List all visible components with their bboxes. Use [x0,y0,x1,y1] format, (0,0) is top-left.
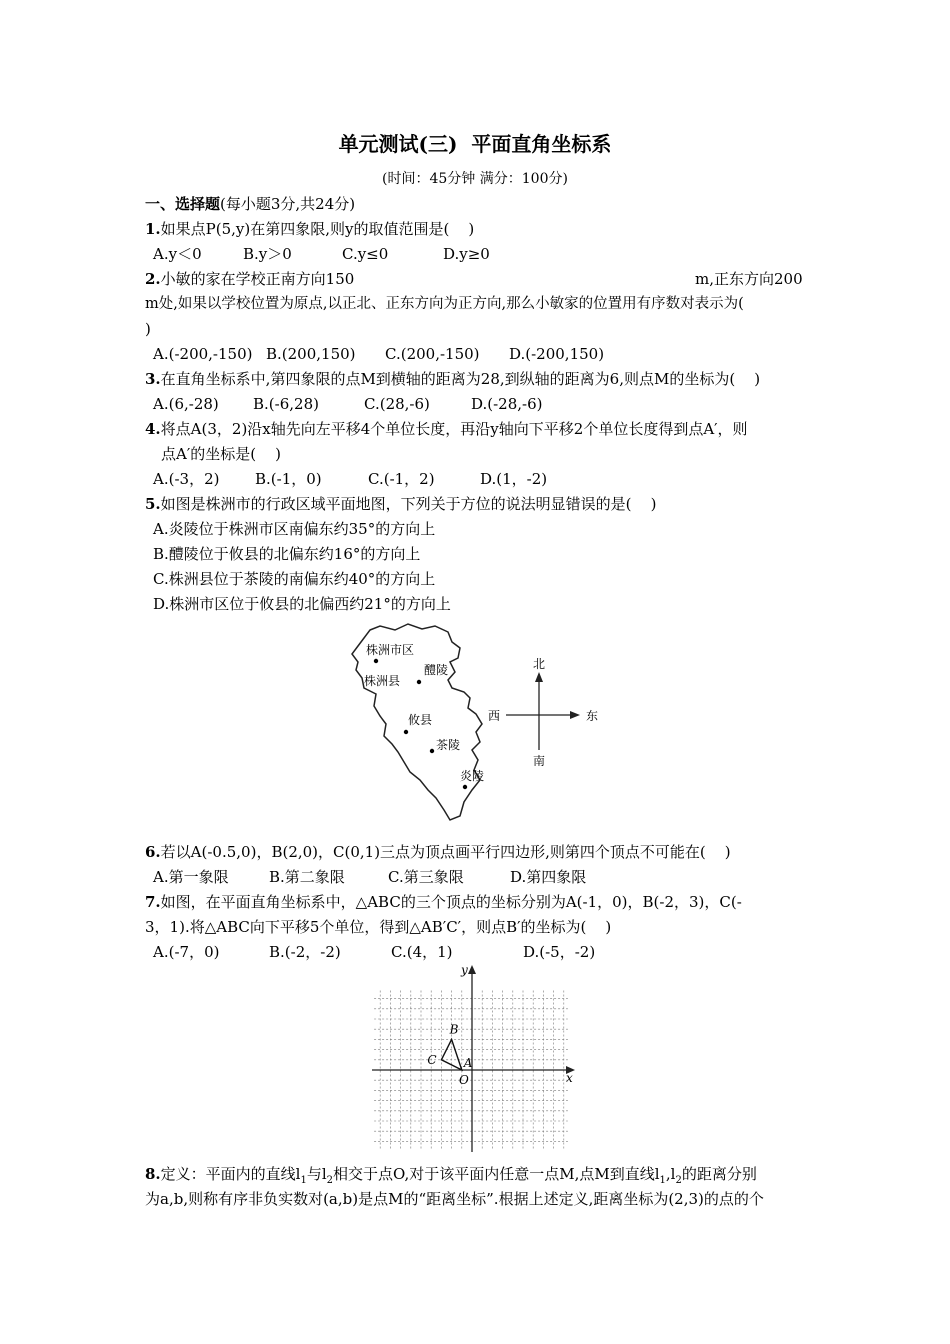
option-a: A.炎陵位于株洲市区南偏东约35°的方向上 [153,520,436,538]
question-text: 与l [306,1165,327,1183]
option-b: B.(-6,28) [253,395,319,413]
label-liling: 醴陵 [424,663,449,677]
option-d: D.y≥0 [443,245,490,263]
subscript: 1 [659,1175,666,1186]
question-number: 1. [145,220,161,238]
option-a: A.(-7，0) [153,943,220,961]
option-b: B.第二象限 [269,868,345,886]
option-d: D.(-200,150) [509,345,605,363]
label-zhuzhou-county: 株洲县 [364,674,401,688]
page-subtitle: (时间：45分钟 满分：100分) [382,171,568,187]
question-text: 若以A(-0.5,0)，B(2,0)，C(0,1)三点为顶点画平行四边形,则第四个顶点不可能在( ) [160,843,731,861]
question-text-line: 点A′的坐标是( ) [161,445,282,463]
section-heading [145,194,355,214]
option-d: D.(1，-2) [480,470,548,488]
option-a: A.(6,-28) [153,395,219,413]
label-chaling: 茶陵 [436,738,461,752]
question-number: 5. [145,495,161,513]
question-text: 相交于点O,对于该平面内任意一点M,点M到直线l [333,1165,660,1183]
option-b: B.(200,150) [266,345,356,363]
question-text-line: 为a,b,则称有序非负实数对(a,b)是点M的“距离坐标”.根据上述定义,距离坐标为(2,3)的点的个 [145,1190,764,1208]
label-youxian: 攸县 [408,713,433,727]
option-c: C.(4，1) [391,943,453,961]
subscript: 2 [326,1175,334,1186]
question-text: 如图，在平面直角坐标系中，△ABC的三个顶点的坐标分别为A(-1，0)，B(-2，3)，C(- [160,893,742,911]
question-number: 4. [145,420,161,438]
question-3 [145,369,760,389]
east-arrow-icon [570,711,580,719]
question-6 [145,842,731,862]
origin-label: O [459,1073,469,1087]
question-5 [145,494,656,514]
dot-zhuzhou-city [374,659,378,663]
question-text: 的距离分别 [681,1165,757,1183]
zhuzhou-map-figure [340,620,620,830]
option-d: D.(-28,-6) [471,395,543,413]
option-c: C.(28,-6) [364,395,430,413]
option-c: C.株洲县位于茶陵的南偏东约40°的方向上 [153,570,436,588]
dot-liling [417,680,421,684]
option-a: A.(-200,-150) [153,345,253,363]
page-title: 单元测试(三) 平面直角坐标系 [338,132,612,156]
y-axis-label: y [461,963,468,977]
option-d: D.第四象限 [510,868,587,886]
point-a-label: A [463,1056,473,1070]
option-c: C.(-1，2) [368,470,435,488]
label-zhuzhou-city: 株洲市区 [366,643,415,657]
point-c-label: C [427,1052,437,1067]
question-8 [145,1164,757,1191]
question-text-line: ) [145,320,151,338]
option-d: D.株洲市区位于攸县的北偏西约21°的方向上 [153,595,451,613]
point-b-label: B [449,1022,459,1037]
option-a: A.(-3，2) [153,470,220,488]
question-4 [145,419,748,439]
section-title: 一、选择题 [145,195,221,213]
question-text: 定义：平面内的直线l [160,1165,301,1183]
section-note: (每小题3分,共24分) [220,195,356,213]
question-text: 小敏的家在学校正南方向150 [160,270,355,288]
option-b: B.醴陵位于攸县的北偏东约16°的方向上 [153,545,421,563]
question-text-continued: m,正东方向200 [695,270,803,288]
compass-north: 北 [533,657,546,671]
question-text: 在直角坐标系中,第四象限的点M到横轴的距离为28,到纵轴的距离为6,则点M的坐标为( ) [160,370,761,388]
label-yanling: 炎陵 [460,769,485,783]
question-text: ,l [665,1165,676,1183]
option-a: A.y＜0 [153,245,202,263]
dot-chaling [430,749,434,753]
question-number: 3. [145,370,161,388]
option-b: B.(-2，-2) [269,943,341,961]
x-axis-label: x [566,1071,573,1085]
subscript: 1 [300,1175,307,1186]
question-7 [145,892,742,912]
option-d: D.(-5，-2) [523,943,596,961]
question-2 [145,269,354,289]
option-a: A.第一象限 [153,868,229,886]
coordinate-grid-figure [370,962,585,1157]
question-text: 如图是株洲市的行政区域平面地图，下列关于方位的说法明显错误的是( ) [160,495,657,513]
option-b: B.y＞0 [243,245,292,263]
compass-south: 南 [533,754,546,768]
option-c: C.(200,-150) [385,345,480,363]
compass-east: 东 [586,709,599,723]
question-text: 将点A(3，2)沿x轴先向左平移4个单位长度，再沿y轴向下平移2个单位长度得到点A′，则 [160,420,748,438]
question-number: 7. [145,893,161,911]
y-axis-arrow-icon [468,965,476,974]
north-arrow-icon [535,672,543,682]
question-1 [145,219,474,239]
question-number: 8. [145,1165,161,1183]
subscript: 2 [675,1175,682,1186]
question-text-line: 3，1).将△ABC向下平移5个单位，得到△AB′C′，则点B′的坐标为( ) [145,918,612,936]
question-number: 6. [145,843,161,861]
option-c: C.y≤0 [342,245,389,263]
dot-yanling [463,785,467,789]
option-b: B.(-1，0) [255,470,322,488]
question-number: 2. [145,270,161,288]
question-text-line: m处,如果以学校位置为原点,以正北、正东方向为正方向,那么小敏家的位置用有序数对表示为( [145,296,744,312]
compass-west: 西 [488,709,501,723]
option-c: C.第三象限 [388,868,464,886]
dot-youxian [404,730,408,734]
question-text: 如果点P(5,y)在第四象限,则y的取值范围是( ) [160,220,475,238]
